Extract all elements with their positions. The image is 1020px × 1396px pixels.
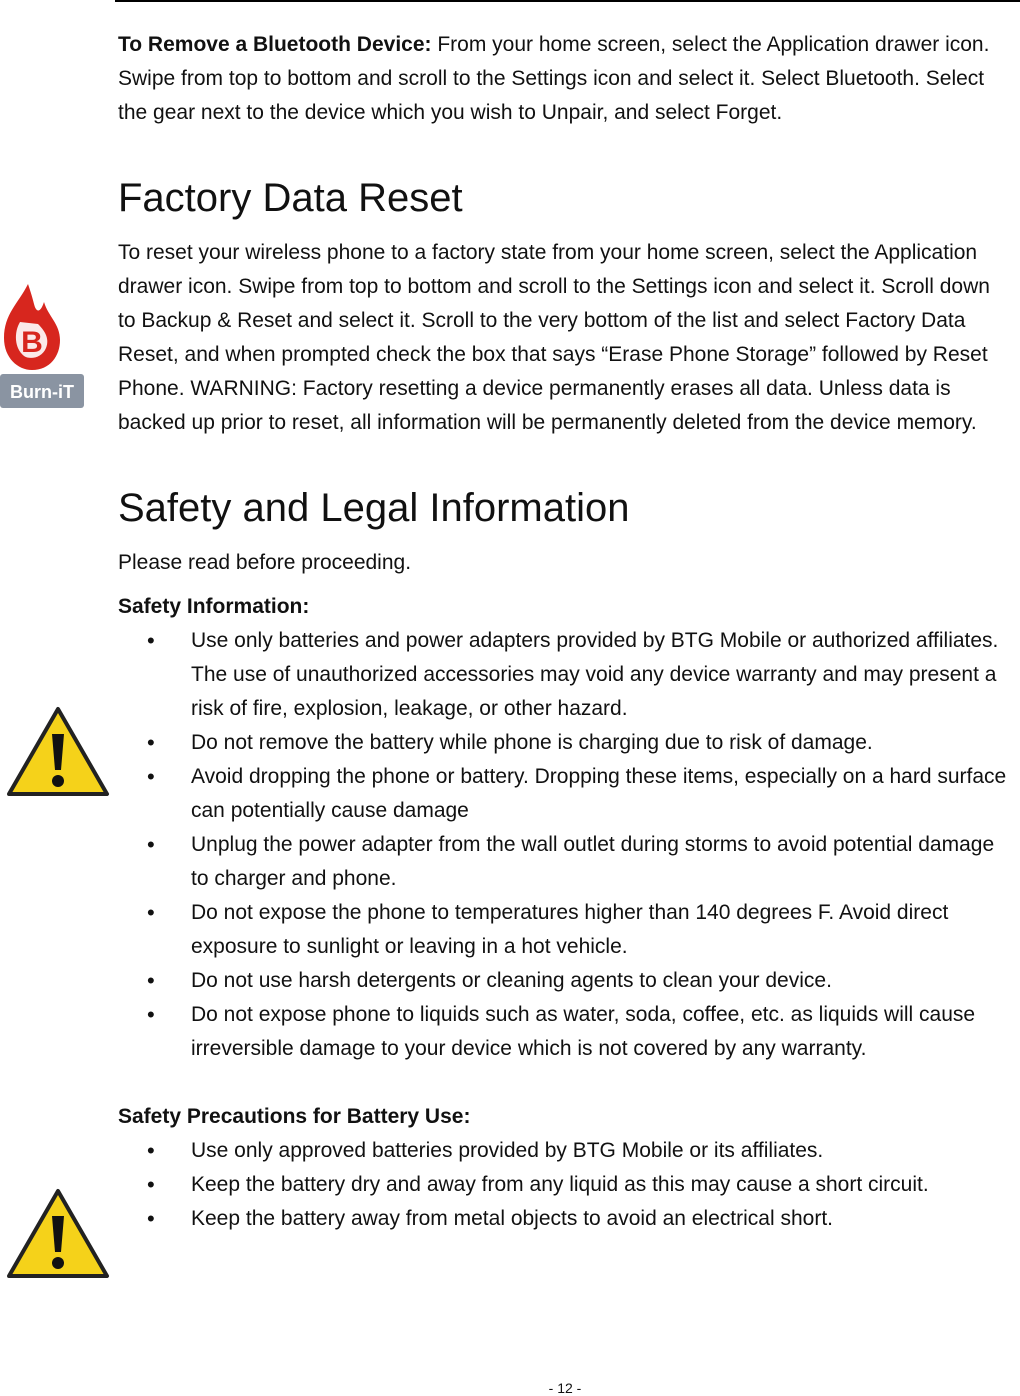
list-item: • Use only approved batteries provided by BTG Mobile or its affiliates. bbox=[191, 1134, 1013, 1168]
list-item: • Avoid dropping the phone or battery. Dropping these items, especially on a hard surface can potentially cause damage bbox=[191, 760, 1013, 828]
list-item: • Do not use harsh detergents or cleaning agents to clean your device. bbox=[191, 964, 1013, 998]
list-item: • Keep the battery away from metal objects to avoid an electrical short. bbox=[191, 1202, 1013, 1236]
page-number: - 12 - bbox=[548, 1380, 582, 1396]
bluetooth-text: From your home screen, select the Application drawer icon. Swipe from top to bottom and scroll to the Settings icon and select it. Select Bluetooth. Select the gear next to the device which you wish to Unpair, and select Forget. bbox=[118, 33, 990, 124]
svg-text:B: B bbox=[21, 326, 43, 359]
top-rule bbox=[115, 0, 1020, 2]
list-item: • Use only batteries and power adapters provided by BTG Mobile or authorized affiliates. The use of unauthorized accessories may void any device warranty and may present a risk of fire, explosion, leakage, or other hazard. bbox=[191, 624, 1013, 726]
warning-triangle-icon bbox=[6, 706, 110, 798]
bluetooth-paragraph bbox=[118, 28, 1013, 130]
list-item: • Do not expose the phone to temperatures higher than 140 degrees F. Avoid direct exposure to sunlight or leaving in a hot vehicle. bbox=[191, 896, 1013, 964]
bluetooth-lead: To Remove a Bluetooth Device: bbox=[118, 33, 432, 56]
list-item: • Unplug the power adapter from the wall outlet during storms to avoid potential damage to charger and phone. bbox=[191, 828, 1013, 896]
factory-reset-heading: Factory Data Reset bbox=[118, 176, 463, 220]
battery-precautions-heading: Safety Precautions for Battery Use: bbox=[118, 1105, 471, 1128]
burn-it-logo bbox=[0, 282, 84, 422]
safety-legal-heading: Safety and Legal Information bbox=[118, 486, 630, 530]
page-content bbox=[118, 28, 1013, 1236]
list-item: • Do not expose phone to liquids such as water, soda, coffee, etc. as liquids will cause irreversible damage to your device which is not covered by any warranty. bbox=[191, 998, 1013, 1066]
battery-precautions-list bbox=[118, 1134, 1013, 1236]
list-item: • Do not remove the battery while phone is charging due to risk of damage. bbox=[191, 726, 1013, 760]
safety-intro: Please read before proceeding. bbox=[118, 551, 412, 574]
safety-info-list bbox=[118, 624, 1013, 1066]
warning-triangle-icon bbox=[6, 1188, 110, 1280]
safety-info-heading: Safety Information: bbox=[118, 595, 310, 618]
list-item: • Keep the battery dry and away from any liquid as this may cause a short circuit. bbox=[191, 1168, 1013, 1202]
svg-text:Burn-iT: Burn-iT bbox=[10, 382, 74, 402]
factory-reset-body: To reset your wireless phone to a factory state from your home screen, select the Application drawer icon. Swipe from top to bottom and scroll to the Settings icon and select it. Scroll down to Backup & Reset and select it. Scroll to the very bottom of the list and select Factory Data Reset, and when prompted check the box that says “Erase Phone Storage” followed by Reset Phone. WARNING: Factory resetting a device permanently erases all data. Unless data is backed up prior to reset, all information will be permanently deleted from the device memory. bbox=[118, 241, 990, 434]
